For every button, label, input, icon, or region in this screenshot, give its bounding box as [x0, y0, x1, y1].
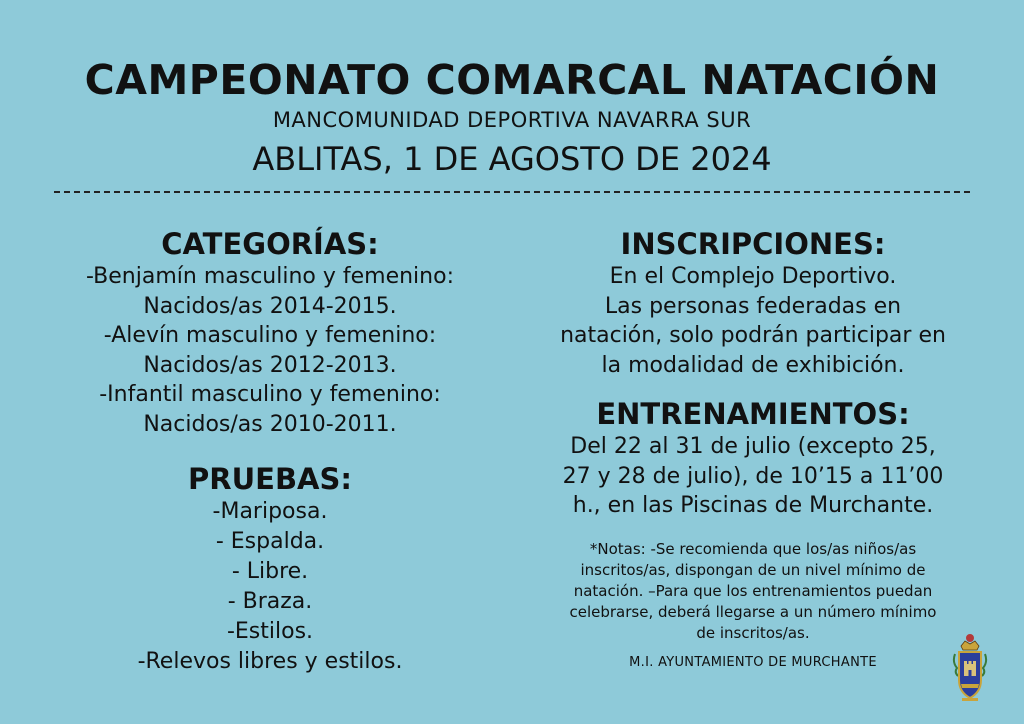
categorias-line: Nacidos/as 2010-2011. [143, 411, 397, 437]
header-divider [54, 191, 970, 193]
categorias-section [40, 226, 500, 439]
notes-line: *Notas: -Se recomienda que los/as niños/as [589, 539, 917, 558]
inscripciones-section [520, 226, 986, 380]
categorias-line: -Benjamín masculino y femenino: [86, 264, 454, 289]
entrenamientos-line: 27 y 28 de julio), de 10’15 a 11’00 [562, 463, 944, 489]
categorias-line: -Alevín masculino y femenino: [103, 323, 437, 348]
entrenamientos-title: ENTRENAMIENTOS: [596, 397, 910, 431]
pruebas-item: - Libre. [231, 559, 309, 584]
pruebas-item: -Estilos. [226, 619, 314, 644]
organizer-credit: M.I. AYUNTAMIENTO DE MURCHANTE [629, 655, 877, 670]
page-subtitle: MANCOMUNIDAD DEPORTIVA NAVARRA SUR [272, 108, 752, 132]
entrenamientos-line: h., en las Piscinas de Murchante. [572, 493, 934, 518]
inscripciones-line: la modalidad de exhibición. [601, 352, 905, 378]
notes-line: inscritos/as, dispongan de un nivel mínimo de [580, 560, 926, 579]
pruebas-item: - Espalda. [215, 529, 325, 554]
notes-block [520, 539, 986, 644]
entrenamientos-section [520, 396, 986, 521]
pruebas-item: - Braza. [227, 589, 313, 614]
notes-line: celebrarse, deberá llegarse a un número mínimo [569, 602, 937, 621]
inscripciones-line: natación, solo podrán participar en [560, 323, 946, 348]
categorias-line: Nacidos/as 2014-2015. [143, 293, 397, 319]
municipal-coat-of-arms-icon [952, 632, 988, 704]
inscripciones-line: Las personas federadas en [604, 293, 902, 319]
pruebas-title: PRUEBAS: [188, 462, 352, 496]
right-column [520, 226, 986, 644]
categorias-line: -Infantil masculino y femenino: [99, 382, 441, 407]
event-date-location: ABLITAS, 1 DE AGOSTO DE 2024 [252, 140, 772, 178]
entrenamientos-line: Del 22 al 31 de julio (excepto 25, [570, 434, 936, 459]
pruebas-item: -Relevos libres y estilos. [137, 649, 403, 674]
categorias-line: Nacidos/as 2012-2013. [143, 352, 397, 378]
pruebas-section [40, 461, 500, 677]
inscripciones-line: En el Complejo Deportivo. [609, 264, 897, 289]
notes-line: de inscritos/as. [696, 623, 810, 642]
page-title: CAMPEONATO COMARCAL NATACIÓN [84, 56, 940, 104]
inscripciones-title: INSCRIPCIONES: [620, 227, 886, 261]
left-column [40, 226, 500, 677]
categorias-title: CATEGORÍAS: [161, 227, 379, 261]
notes-line: natación. –Para que los entrenamientos puedan [573, 581, 933, 600]
pruebas-item: -Mariposa. [212, 499, 328, 524]
